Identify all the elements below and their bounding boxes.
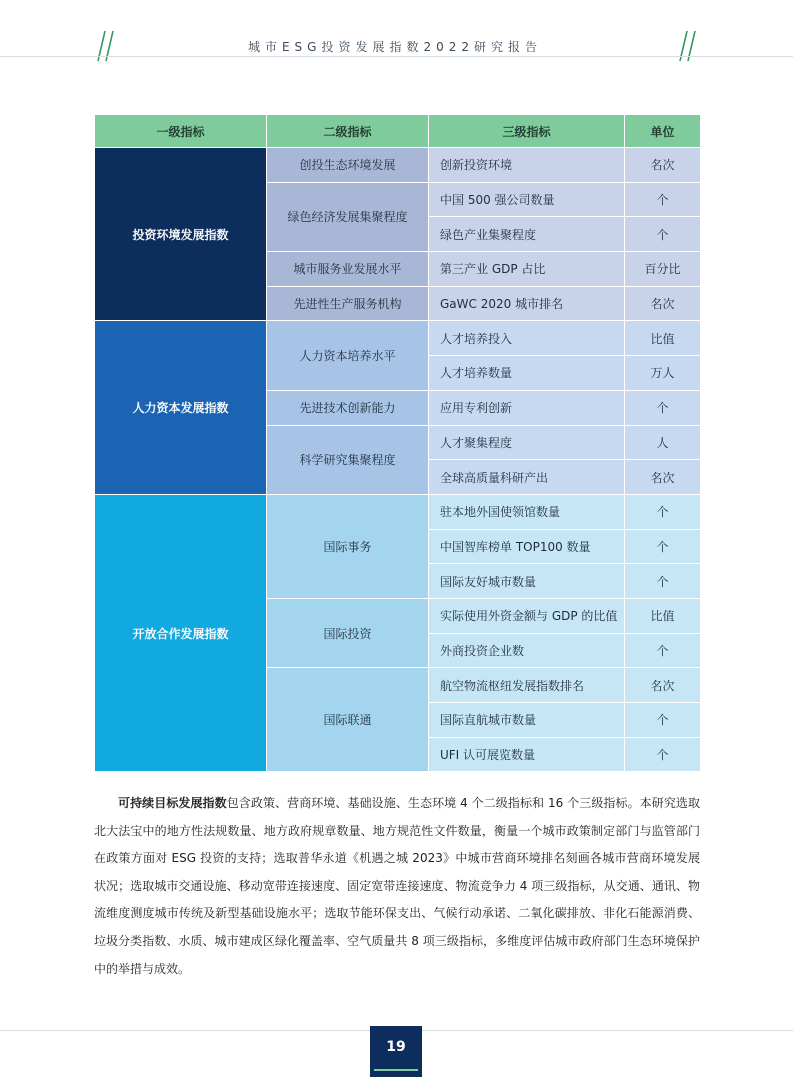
unit-cell: 名次 xyxy=(625,286,701,321)
level3-cell: GaWC 2020 城市排名 xyxy=(429,286,625,321)
level3-cell: 全球高质量科研产出 xyxy=(429,460,625,495)
unit-cell: 比值 xyxy=(625,321,701,356)
unit-cell: 个 xyxy=(625,529,701,564)
level2-cell: 人力资本培养水平 xyxy=(267,321,429,390)
unit-cell: 个 xyxy=(625,703,701,738)
slash-decoration-icon xyxy=(96,30,118,62)
page-number-underline xyxy=(374,1069,418,1071)
level3-cell: 创新投资环境 xyxy=(429,148,625,183)
level2-cell: 国际事务 xyxy=(267,494,429,598)
level2-cell: 绿色经济发展集聚程度 xyxy=(267,182,429,251)
table-header-row xyxy=(95,115,701,148)
unit-cell: 名次 xyxy=(625,148,701,183)
level2-cell: 国际投资 xyxy=(267,598,429,667)
table-row xyxy=(95,494,701,529)
level3-cell: 航空物流枢纽发展指数排名 xyxy=(429,668,625,703)
level2-cell: 国际联通 xyxy=(267,668,429,772)
level3-cell: 国际直航城市数量 xyxy=(429,703,625,738)
level3-cell: 应用专利创新 xyxy=(429,390,625,425)
level3-cell: 第三产业 GDP 占比 xyxy=(429,252,625,287)
page-number-box xyxy=(370,1026,422,1077)
unit-cell: 比值 xyxy=(625,598,701,633)
indicator-table xyxy=(94,114,701,772)
table-row xyxy=(95,321,701,356)
column-header: 单位 xyxy=(625,115,701,148)
level3-cell: 人才培养投入 xyxy=(429,321,625,356)
level1-cell: 投资环境发展指数 xyxy=(95,148,267,321)
level3-cell: 绿色产业集聚程度 xyxy=(429,217,625,252)
level2-cell: 创投生态环境发展 xyxy=(267,148,429,183)
level3-cell: 外商投资企业数 xyxy=(429,633,625,668)
level3-cell: 驻本地外国使领馆数量 xyxy=(429,494,625,529)
level3-cell: UFI 认可展览数量 xyxy=(429,737,625,772)
level2-cell: 先进性生产服务机构 xyxy=(267,286,429,321)
level3-cell: 中国 500 强公司数量 xyxy=(429,182,625,217)
level3-cell: 实际使用外资金额与 GDP 的比值 xyxy=(429,598,625,633)
header-divider xyxy=(0,56,793,57)
unit-cell: 万人 xyxy=(625,356,701,391)
paragraph-body: 包含政策、营商环境、基础设施、生态环境 4 个二级指标和 16 个三级指标。本研究选取北大法宝中的地方性法规数量、地方政府规章数量、地方规范性文件数量，衡量一个城市政策制定部门与监管部门在政策方面对 ESG 投资的支持；选取普华永道《机遇之城 2023》中城市营商环境排名刻画各城市营商环境发展状况；选取城市交通设施、移动宽带连接速度、固定宽带连接速度、物流竞争力 4 项三级指标，从交通、通讯、物流维度测度城市传统及新型基础设施水平；选取节能环保支出、气候行动承诺、二氧化碳排放、非化石能源消费、垃圾分类指数、水质、城市建成区绿化覆盖率、空气质量共 8 项三级指标，多维度评估城市政府部门生态环境保护中的举措与成效。 xyxy=(94,796,700,976)
unit-cell: 个 xyxy=(625,737,701,772)
group-human-capital xyxy=(95,321,701,494)
level2-cell: 城市服务业发展水平 xyxy=(267,252,429,287)
level3-cell: 中国智库榜单 TOP100 数量 xyxy=(429,529,625,564)
column-header: 三级指标 xyxy=(429,115,625,148)
unit-cell: 百分比 xyxy=(625,252,701,287)
unit-cell: 人 xyxy=(625,425,701,460)
level3-cell: 人才培养数量 xyxy=(429,356,625,391)
level2-cell: 先进技术创新能力 xyxy=(267,390,429,425)
level2-cell: 科学研究集聚程度 xyxy=(267,425,429,494)
unit-cell: 个 xyxy=(625,217,701,252)
header-title: 城市ESG投资发展指数2022研究报告 xyxy=(247,40,543,54)
unit-cell: 名次 xyxy=(625,668,701,703)
unit-cell: 个 xyxy=(625,494,701,529)
page-header xyxy=(0,0,793,60)
unit-cell: 个 xyxy=(625,633,701,668)
body-paragraph xyxy=(94,790,700,983)
group-open-cooperation xyxy=(95,494,701,772)
column-header: 一级指标 xyxy=(95,115,267,148)
paragraph-lead: 可持续目标发展指数 xyxy=(118,796,227,810)
level3-cell: 国际友好城市数量 xyxy=(429,564,625,599)
level1-cell: 人力资本发展指数 xyxy=(95,321,267,494)
unit-cell: 个 xyxy=(625,564,701,599)
level3-cell: 人才聚集程度 xyxy=(429,425,625,460)
unit-cell: 个 xyxy=(625,182,701,217)
unit-cell: 个 xyxy=(625,390,701,425)
page-number: 19 xyxy=(386,1039,406,1055)
table-row xyxy=(95,148,701,183)
group-investment-environment xyxy=(95,148,701,321)
slash-decoration-icon xyxy=(678,30,700,62)
level1-cell: 开放合作发展指数 xyxy=(95,494,267,772)
column-header: 二级指标 xyxy=(267,115,429,148)
unit-cell: 名次 xyxy=(625,460,701,495)
